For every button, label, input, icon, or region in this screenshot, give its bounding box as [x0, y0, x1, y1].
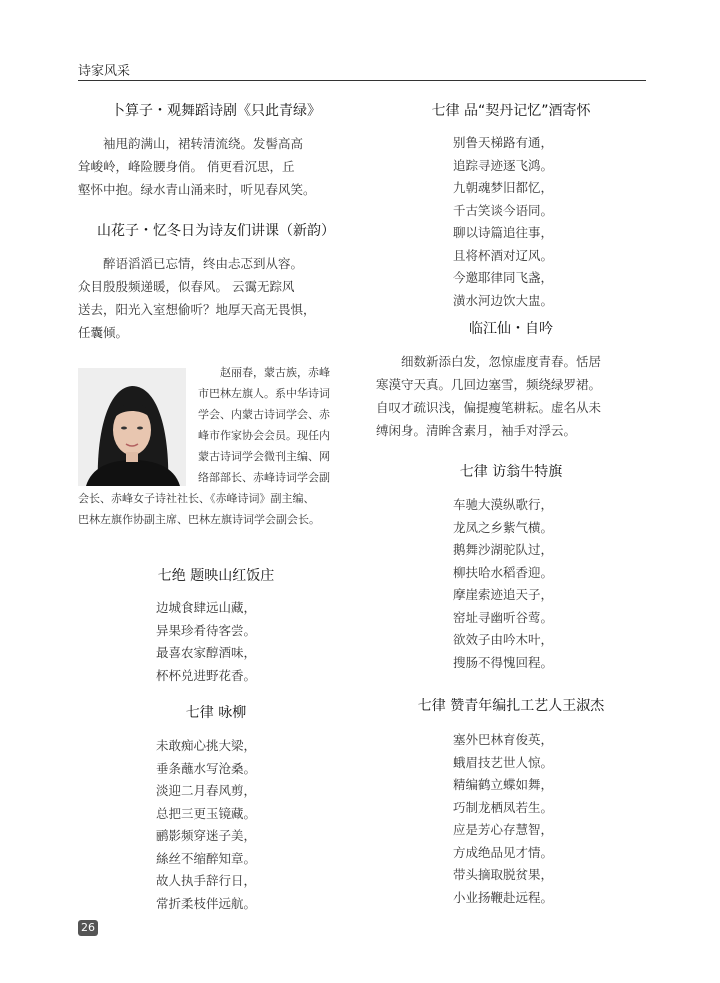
poem-body [453, 729, 553, 909]
poem-line: 别鲁天梯路有通， [453, 135, 554, 150]
poem-line: 耸峻岭，峰险腰身俏。 俏更看沉思，丘 [78, 159, 295, 174]
poem-line: 絲丝不缩醉知章。 [156, 850, 257, 866]
poem-line: 龙凤之乡紫气横。 [453, 519, 554, 535]
poem-line: 寒漠守天真。几回边塞雪，频绕绿罗裙。 [376, 377, 602, 392]
poem-line: 鹂影频穿迷子美， [156, 828, 257, 843]
poem-line: 垂条蘸水写沧桑。 [156, 760, 257, 776]
poem-line: 潢水河边饮大盅。 [453, 292, 554, 308]
poem-line: 摩崖索迹追天子， [453, 587, 554, 602]
poem-line: 总把三更玉镜藏。 [156, 805, 257, 821]
bio-line: 赵丽春，蒙古族，赤峰 [220, 366, 330, 379]
poem-line: 最喜农家醇酒味， [156, 645, 257, 660]
poem-line: 杯杯兑进野花香。 [156, 667, 257, 683]
bio-line: 峰市作家协会会员。现任内 [198, 429, 330, 442]
poem-line: 聊以诗篇追往事， [453, 225, 554, 240]
poem-line: 蛾眉技艺世人惊。 [453, 754, 554, 770]
poem-title: 七律 赞青年编扎工艺人王淑杰 [417, 698, 605, 714]
poem-title: 卜算子・观舞蹈诗剧《只此青绿》 [111, 103, 321, 119]
poem-line: 追踪寻迹逐飞鸿。 [453, 157, 554, 173]
poem-line: 淡迎二月春风剪， [156, 783, 257, 798]
bio-line: 市巴林左旗人。系中华诗词 [198, 387, 330, 400]
poem-body [156, 735, 256, 915]
poem-line: 柳扶哈水稻香迎。 [453, 564, 554, 580]
poem-line: 未敢痴心挑大梁， [156, 738, 257, 753]
poem-line: 今邀耶律同飞盏， [453, 270, 554, 285]
poem-title: 七律 品“契丹记忆”酒寄怀 [431, 103, 591, 119]
poem-line: 常折柔枝伴远航。 [156, 895, 257, 911]
poem-line: 送去，阳光入室想偷听？地厚天高无畏惧， [78, 302, 316, 317]
poem-line: 鹅舞沙湖驼队过， [453, 542, 554, 557]
bio-line: 络部部长、赤峰诗词学会副 [198, 471, 330, 484]
author-photo [78, 368, 186, 486]
column-title: 诗家风采 [78, 64, 131, 79]
poem-line: 千古笑谈今语同。 [453, 202, 554, 218]
poem-line: 精编鹤立蝶如舞， [453, 777, 554, 792]
poem-title: 山花子・忆冬日为诗友们讲课（新韵） [97, 223, 335, 239]
poem-line: 带头摘取脱贫果， [453, 867, 554, 882]
bio-line: 蒙古诗词学会微刊主编、网 [198, 450, 330, 463]
portrait-image [78, 368, 186, 486]
poem-line: 塞外巴林育俊英， [453, 732, 554, 747]
poem-line: 众目殷殷频递暖，似春风。 云霭无踪风 [78, 279, 295, 294]
poem-line: 欲效子由吟木叶， [453, 632, 554, 647]
poem-body [156, 597, 256, 687]
poem-line: 醉语滔滔已忘情，终由忐忑到从容。 [103, 256, 304, 271]
bio-line: 学会、内蒙古诗词学会、赤 [198, 408, 330, 421]
page-number: 26 [78, 920, 98, 936]
poem-line: 边城食肆远山藏， [156, 600, 257, 615]
poem-line: 且将杯酒对辽风。 [453, 247, 554, 263]
poem-line: 车驰大漠纵歌行， [453, 497, 554, 512]
poem-line: 任囊倾。 [78, 325, 129, 340]
poem-body [453, 494, 553, 674]
poem-body [78, 252, 354, 344]
poem-title: 七绝 题映山红饭庄 [157, 568, 275, 584]
page-header [78, 58, 646, 81]
poem-title: 七律 咏柳 [185, 705, 247, 721]
poem-title: 临江仙・自吟 [469, 321, 553, 337]
poem-line: 方成绝品见才情。 [453, 844, 554, 860]
poem-line: 壑怀中抱。绿水青山涌来时，听见春风笑。 [78, 182, 316, 197]
poem-line: 窑址寻幽听谷莺。 [453, 609, 554, 625]
poem-body [376, 350, 646, 442]
bio-line: 巴林左旗作协副主席、巴林左旗诗词学会副会长。 [78, 513, 320, 526]
poem-body [78, 132, 354, 201]
poem-line: 搜肠不得愧回程。 [453, 654, 554, 670]
poem-line: 故人执手辞行日， [156, 873, 257, 888]
poem-line: 应是芳心存慧智， [453, 822, 554, 837]
bio-line: 会长、赤峰女子诗社社长、《赤峰诗词》副主编、 [78, 492, 315, 505]
poem-line: 缚闲身。清眸含素月，袖手对浮云。 [376, 423, 577, 438]
poem-line: 巧制龙栖凤若生。 [453, 799, 554, 815]
poem-title: 七律 访翁牛特旗 [459, 464, 563, 480]
poem-body [453, 132, 553, 312]
poem-line: 小业扬鞭赴远程。 [453, 889, 554, 905]
poem-line: 异果珍肴待客尝。 [156, 622, 257, 638]
poem-line: 自叹才疏识浅，偏提瘦笔耕耘。虚名从未 [376, 400, 602, 415]
author-bio-continued [78, 488, 354, 530]
poem-line: 袖甩韵满山，裙转清流绕。发髻高高 [103, 136, 304, 151]
poem-line: 九朝魂梦旧都忆， [453, 180, 554, 195]
author-bio [198, 362, 354, 488]
poem-line: 细数新添白发，忽惊虚度青春。恬居 [401, 354, 602, 369]
